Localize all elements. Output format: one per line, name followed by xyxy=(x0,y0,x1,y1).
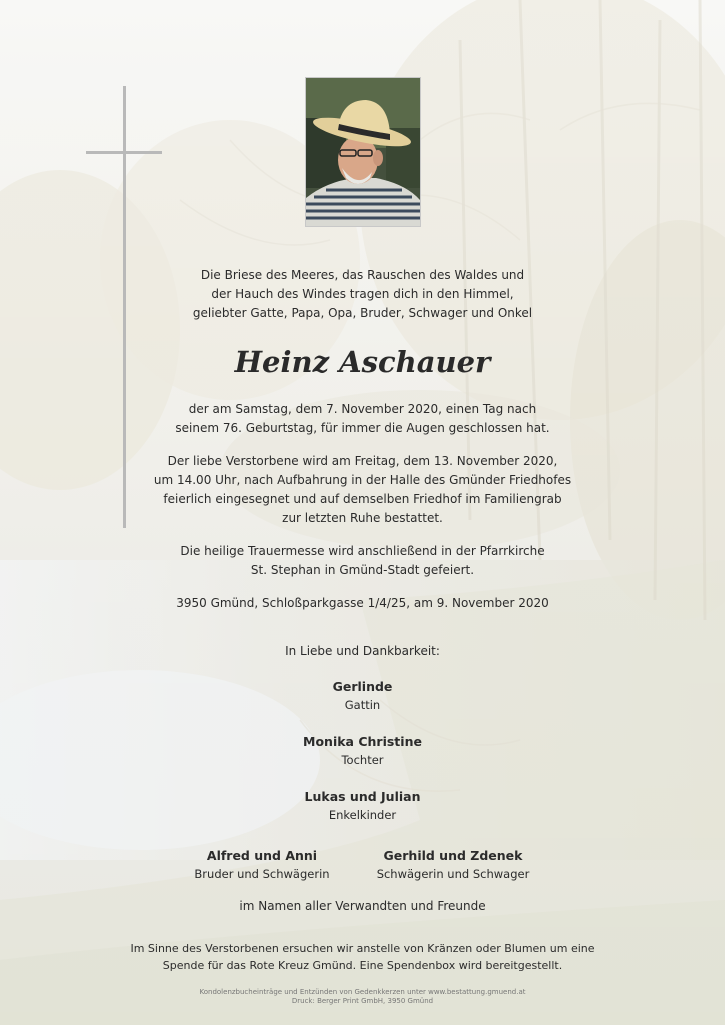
mourner-block xyxy=(110,788,615,824)
mourner-role: Enkelkinder xyxy=(328,808,397,822)
portrait-illustration xyxy=(306,78,420,226)
condolence-link-text: Kondolenzbucheinträge und Entzünden von Gedenkkerzen unter www.bestattung.gmuend.at xyxy=(199,988,526,996)
relatives-line: im Namen aller Verwandten und Freunde xyxy=(239,899,486,913)
donation-line: Spende für das Rote Kreuz Gmünd. Eine Spendenbox wird bereitgestellt. xyxy=(162,959,563,972)
obituary-text-column xyxy=(110,266,615,916)
mass-paragraph xyxy=(110,542,615,580)
footer xyxy=(90,940,635,1006)
fine-print xyxy=(90,988,635,1006)
donation-line: Im Sinne des Verstorbenen ersuchen wir anstelle von Kränzen oder Blumen um eine xyxy=(130,942,595,955)
donation-paragraph xyxy=(90,940,635,974)
mourner-pair-left xyxy=(162,847,362,883)
mourner-pair-right xyxy=(353,847,553,883)
cross-horizontal-bar xyxy=(86,151,162,154)
mourner-block xyxy=(110,733,615,769)
funeral-line: um 14.00 Uhr, nach Aufbahrung in der Halle des Gmünder Friedhofes xyxy=(153,473,572,487)
mourner-role: Gattin xyxy=(344,698,381,712)
mourner-name: Gerhild und Zdenek xyxy=(383,848,523,863)
deceased-name: Heinz Aschauer xyxy=(234,345,491,379)
mourner-name: Alfred und Anni xyxy=(206,848,318,863)
mass-line: Die heilige Trauermesse wird anschließend in der Pfarrkirche xyxy=(180,544,545,558)
verse-line: geliebter Gatte, Papa, Opa, Bruder, Schwager und Onkel xyxy=(192,306,533,320)
memorial-verse xyxy=(110,266,615,323)
funeral-line: Der liebe Verstorbene wird am Freitag, dem 13. November 2020, xyxy=(167,454,558,468)
death-line: seinem 76. Geburtstag, für immer die Augen geschlossen hat. xyxy=(175,421,550,435)
portrait-photo xyxy=(305,77,421,227)
mourner-name: Gerlinde xyxy=(332,679,393,694)
verse-line: der Hauch des Windes tragen dich in den Himmel, xyxy=(211,287,514,301)
mourner-block xyxy=(110,678,615,714)
mourner-role: Tochter xyxy=(341,753,384,767)
death-notice-paragraph xyxy=(110,400,615,438)
death-line: der am Samstag, dem 7. November 2020, einen Tag nach xyxy=(188,402,537,416)
mourner-role: Schwägerin und Schwager xyxy=(376,867,530,881)
address-date-line: 3950 Gmünd, Schloßparkgasse 1/4/25, am 9. November 2020 xyxy=(176,596,549,610)
gratitude-line: In Liebe und Dankbarkeit: xyxy=(285,644,440,658)
mass-line: St. Stephan in Gmünd-Stadt gefeiert. xyxy=(250,563,475,577)
printer-credit: Druck: Berger Print GmbH, 3950 Gmünd xyxy=(291,997,434,1005)
mourner-pairs-row xyxy=(110,847,615,883)
mourner-role: Bruder und Schwägerin xyxy=(194,867,330,881)
funeral-line: feierlich eingesegnet und auf demselben Friedhof im Familiengrab xyxy=(163,492,562,506)
funeral-line: zur letzten Ruhe bestattet. xyxy=(282,511,443,525)
mourner-name: Monika Christine xyxy=(303,734,422,749)
funeral-paragraph xyxy=(110,452,615,528)
mourner-name: Lukas und Julian xyxy=(304,789,421,804)
verse-line: Die Briese des Meeres, das Rauschen des Waldes und xyxy=(200,268,525,282)
